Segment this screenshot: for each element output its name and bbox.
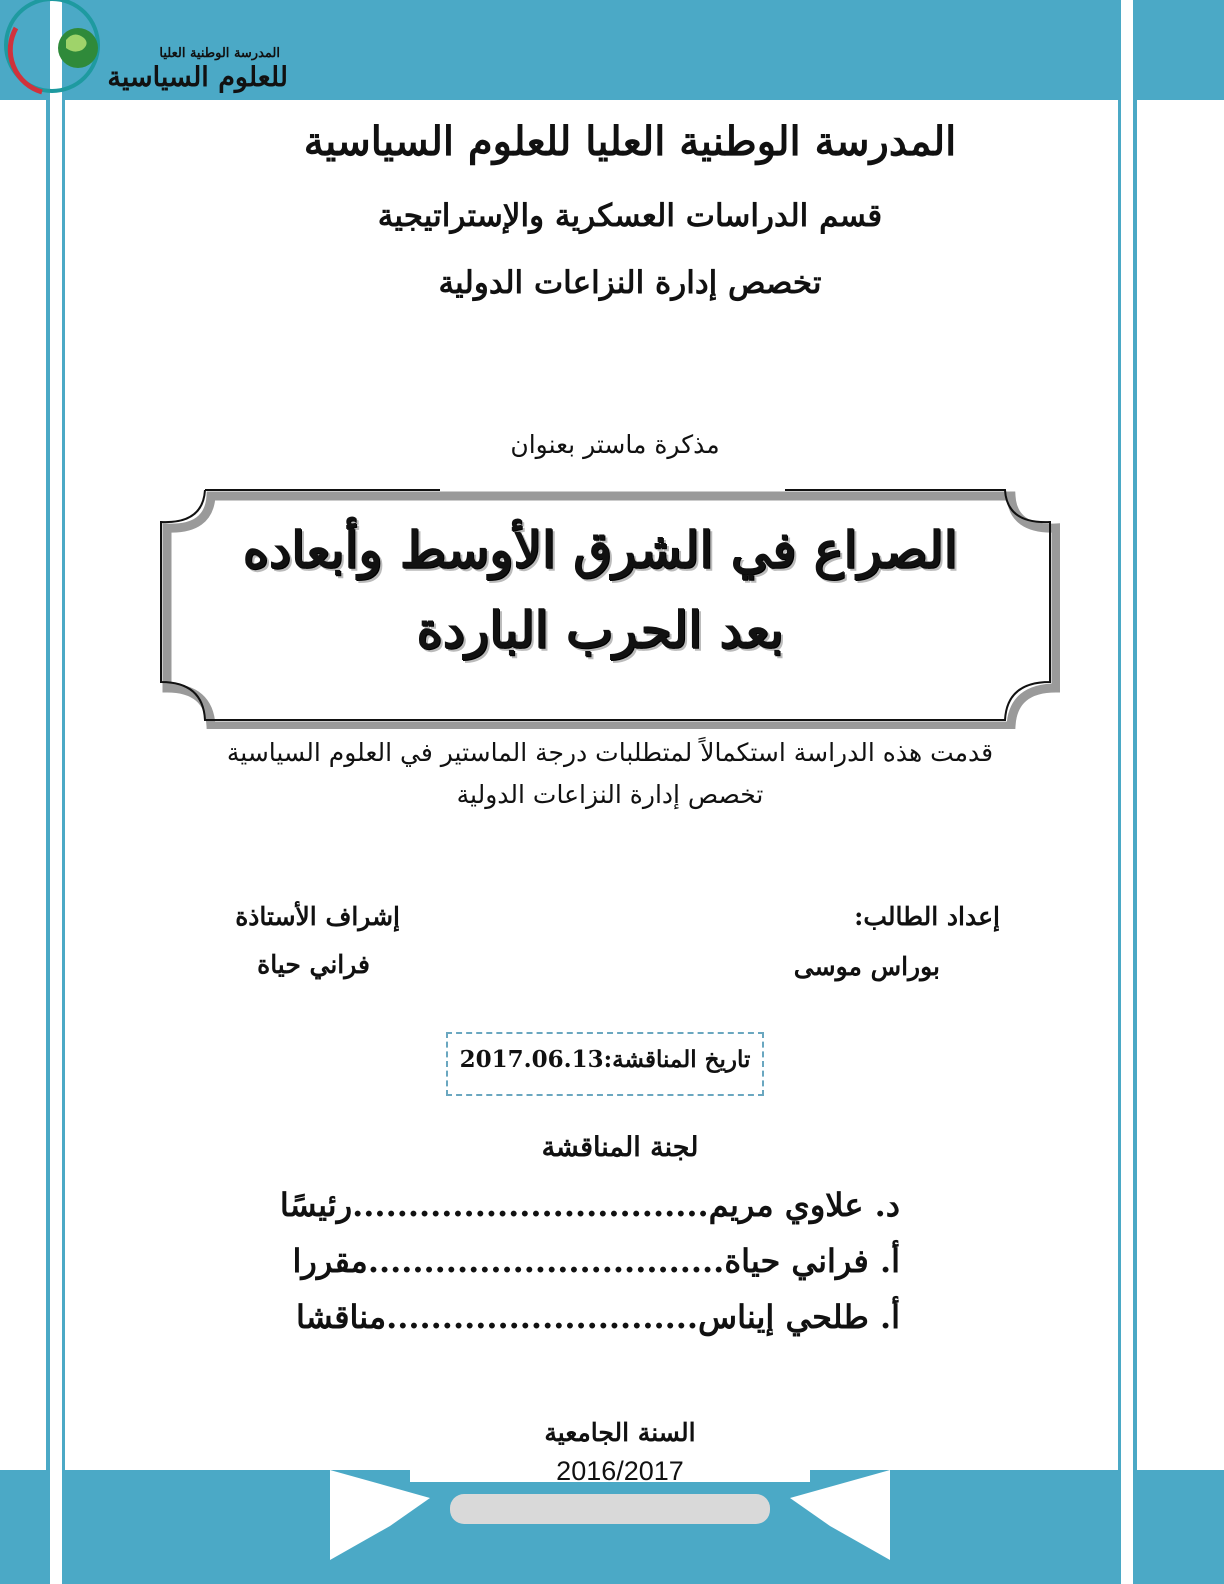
committee-member: د. علاوي مريم................................رئيسًا [279, 1186, 900, 1224]
defense-date: تاريخ المناقشة:2017.06.13 [459, 1046, 751, 1073]
submission-statement-line1: قدمت هذه الدراسة استكمالاً لمتطلبات درجة الماستير في العلوم السياسية [226, 738, 994, 767]
left-frame-gap [50, 0, 62, 1584]
school-name: المدرسة الوطنية العليا للعلوم السياسية [303, 118, 957, 165]
thesis-title-line1: الصراع في الشرق الأوسط وأبعاده [242, 520, 958, 579]
academic-year-value: 2016/2017 [556, 1456, 684, 1486]
submission-statement-line2: تخصص إدارة النزاعات الدولية [456, 780, 764, 809]
supervisor-label: إشراف الأستاذة [235, 902, 400, 931]
logo-large-text: للعلوم السياسية [107, 62, 288, 93]
supervisor-name: فراني حياة [257, 950, 370, 979]
student-label: إعداد الطالب: [854, 902, 1000, 931]
right-frame-line-outer [1133, 0, 1137, 1584]
thesis-title-line2: بعد الحرب الباردة [416, 600, 784, 659]
department-name: قسم الدراسات العسكرية والإستراتيجية [377, 198, 883, 234]
right-frame-gap [1121, 0, 1133, 1584]
academic-year-label: السنة الجامعية [544, 1418, 696, 1447]
student-name: بوراس موسى [793, 952, 940, 981]
school-logo [2, 0, 302, 100]
logo-small-text: المدرسة الوطنية العليا [159, 46, 280, 61]
left-frame-line-inner [62, 0, 65, 1584]
committee-member: أ. فراني حياة................................مقررا [292, 1242, 900, 1280]
committee-title: لجنة المناقشة [541, 1132, 699, 1163]
committee-member: أ. طلحي إيناس............................مناقشا [295, 1298, 900, 1336]
thesis-label: مذكرة ماستر بعنوان [510, 430, 720, 459]
defense-date-box [446, 1032, 764, 1096]
specialization-name: تخصص إدارة النزاعات الدولية [438, 265, 822, 301]
